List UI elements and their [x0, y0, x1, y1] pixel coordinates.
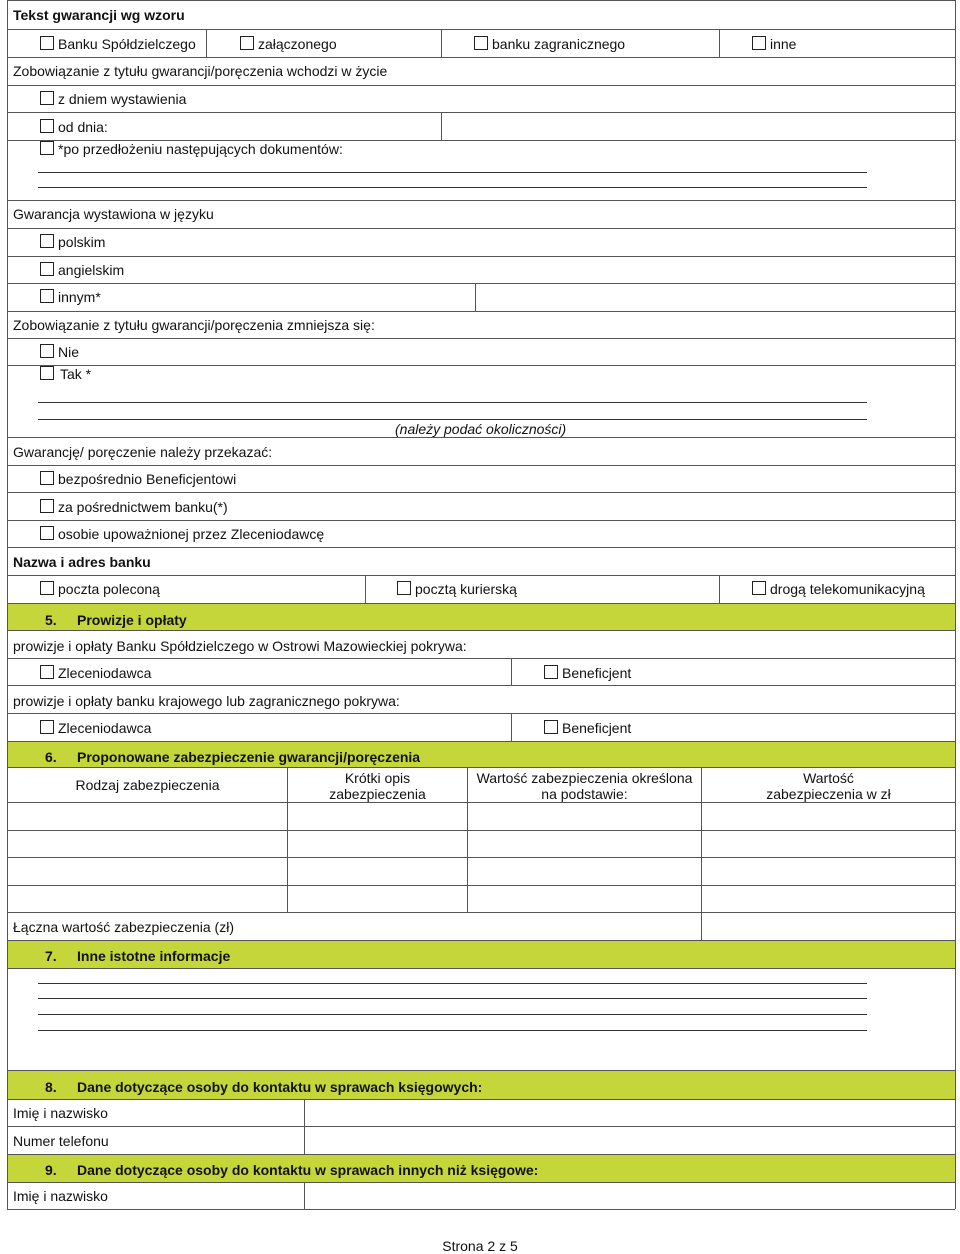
accounting-phone-field[interactable]: [305, 1127, 955, 1154]
option-label: Zleceniodawca: [58, 665, 152, 681]
checkbox-no[interactable]: [40, 344, 54, 358]
documents-line-1[interactable]: [38, 172, 867, 173]
option-label: Tak *: [60, 366, 92, 382]
total-collateral-label: Łączna wartość zabezpieczenia (zł): [13, 919, 234, 935]
section-7-title: Inne istotne informacje: [77, 948, 231, 964]
section-5-title: Prowizje i opłaty: [77, 612, 187, 628]
checkbox-authorized-person[interactable]: [40, 526, 54, 540]
section-number: 9.: [45, 1162, 57, 1178]
checkbox-polish[interactable]: [40, 234, 54, 248]
option-label: poczta poleconą: [58, 581, 160, 597]
circumstances-line-2[interactable]: [38, 419, 867, 420]
checkbox-zalaczonego[interactable]: [240, 36, 254, 50]
section-6-title: Proponowane zabezpieczenie gwarancji/poręczenia: [77, 749, 421, 765]
option-label: z dniem wystawienia: [58, 91, 187, 107]
option-label: Beneficjent: [562, 720, 632, 736]
checkbox-courier[interactable]: [397, 581, 411, 595]
reduction-title: Zobowiązanie z tytułu gwarancji/poręczenia zmniejsza się:: [13, 317, 375, 333]
checkbox-bank-spoldzielczy[interactable]: [40, 36, 54, 50]
collateral-row[interactable]: [8, 831, 955, 857]
fees-other-label: prowizje i opłaty banku krajowego lub zagranicznego pokrywa:: [13, 693, 400, 709]
section-number: 8.: [45, 1079, 57, 1095]
circumstances-line-1[interactable]: [38, 402, 867, 403]
option-label: angielskim: [58, 262, 125, 278]
section-number: 6.: [45, 749, 57, 765]
option-label: *po przedłożeniu następujących dokumentów:: [58, 141, 343, 157]
bank-name-label: Nazwa i adres banku: [13, 554, 151, 570]
other-contact-name-label: Imię i nazwisko: [13, 1188, 108, 1204]
checkbox-fees-other-beneficiary[interactable]: [544, 720, 558, 734]
accounting-phone-label: Numer telefonu: [13, 1133, 109, 1149]
option-label: banku zagranicznego: [492, 36, 626, 52]
info-line-2[interactable]: [38, 998, 867, 999]
fees-bs-label: prowizje i opłaty Banku Spółdzielczego w Ostrowi Mazowieckiej pokrywa:: [13, 638, 467, 654]
option-label: za pośrednictwem banku(*): [58, 499, 228, 515]
checkbox-from-date[interactable]: [40, 119, 54, 133]
option-label: drogą telekomunikacyjną: [770, 581, 925, 597]
checkbox-english[interactable]: [40, 262, 54, 276]
accounting-name-label: Imię i nazwisko: [13, 1105, 108, 1121]
checkbox-issue-date[interactable]: [40, 91, 54, 105]
checkbox-telecom[interactable]: [752, 581, 766, 595]
checkbox-other-language[interactable]: [40, 289, 54, 303]
option-label: bezpośrednio Beneficjentowi: [58, 471, 237, 487]
checkbox-fees-bs-client[interactable]: [40, 665, 54, 679]
collateral-row[interactable]: [8, 886, 955, 912]
checkbox-documents[interactable]: [40, 141, 54, 155]
checkbox-registered-mail[interactable]: [40, 581, 54, 595]
frame-right: [955, 0, 956, 1209]
checkbox-yes[interactable]: [40, 366, 54, 380]
documents-line-2[interactable]: [38, 187, 867, 188]
column-header-basis-2: na podstawie:: [541, 786, 628, 802]
frame-bottom: [7, 1209, 955, 1210]
option-label: osobie upoważnionej przez Zleceniodawcę: [58, 526, 325, 542]
info-line-3[interactable]: [38, 1014, 867, 1015]
info-line-4[interactable]: [38, 1030, 867, 1031]
section-9-title: Dane dotyczące osoby do kontaktu w sprawach innych niż księgowe:: [77, 1162, 539, 1178]
frame-left: [7, 0, 8, 1209]
column-header-type: Rodzaj zabezpieczenia: [75, 777, 220, 793]
option-label: inne: [770, 36, 797, 52]
checkbox-fees-other-client[interactable]: [40, 720, 54, 734]
checkbox-direct-beneficiary[interactable]: [40, 471, 54, 485]
checkbox-via-bank[interactable]: [40, 499, 54, 513]
section-8-title: Dane dotyczące osoby do kontaktu w sprawach księgowych:: [77, 1079, 483, 1095]
checkbox-bank-zagraniczny[interactable]: [474, 36, 488, 50]
language-title: Gwarancja wystawiona w języku: [13, 206, 214, 222]
accounting-name-field[interactable]: [305, 1100, 955, 1126]
info-line-1[interactable]: [38, 983, 867, 984]
option-label: polskim: [58, 234, 106, 250]
page-number: Strona 2 z 5: [442, 1238, 518, 1254]
option-label: Nie: [58, 344, 80, 360]
option-label: Zleceniodawca: [58, 720, 152, 736]
from-date-field[interactable]: [442, 113, 954, 140]
column-header-desc-1: Krótki opis: [344, 770, 411, 786]
collateral-row[interactable]: [8, 858, 955, 885]
circumstances-note: (należy podać okoliczności): [395, 421, 567, 437]
total-collateral-field[interactable]: [702, 913, 955, 940]
guarantee-text-title: Tekst gwarancji wg wzoru: [13, 7, 185, 23]
column-header-value-2: zabezpieczenia w zł: [766, 786, 891, 802]
collateral-row[interactable]: [8, 803, 955, 830]
option-label: innym*: [58, 289, 101, 305]
column-header-value-1: Wartość: [803, 770, 854, 786]
option-label: Beneficjent: [562, 665, 632, 681]
column-header-basis-1: Wartość zabezpieczenia określona: [476, 770, 693, 786]
option-label: od dnia:: [58, 119, 108, 135]
frame-top: [7, 0, 955, 1]
delivery-title: Gwarancję/ poręczenie należy przekazać:: [13, 444, 273, 460]
checkbox-inne[interactable]: [752, 36, 766, 50]
section-number: 7.: [45, 948, 57, 964]
option-label: Banku Spółdzielczego: [58, 36, 196, 52]
section-number: 5.: [45, 612, 57, 628]
checkbox-fees-bs-beneficiary[interactable]: [544, 665, 558, 679]
option-label: załączonego: [258, 36, 337, 52]
other-contact-name-field[interactable]: [305, 1183, 955, 1209]
column-header-desc-2: zabezpieczenia: [329, 786, 426, 802]
option-label: pocztą kurierską: [415, 581, 517, 597]
effective-title: Zobowiązanie z tytułu gwarancji/poręczenia wchodzi w życie: [13, 63, 388, 79]
other-language-field[interactable]: [476, 284, 954, 311]
